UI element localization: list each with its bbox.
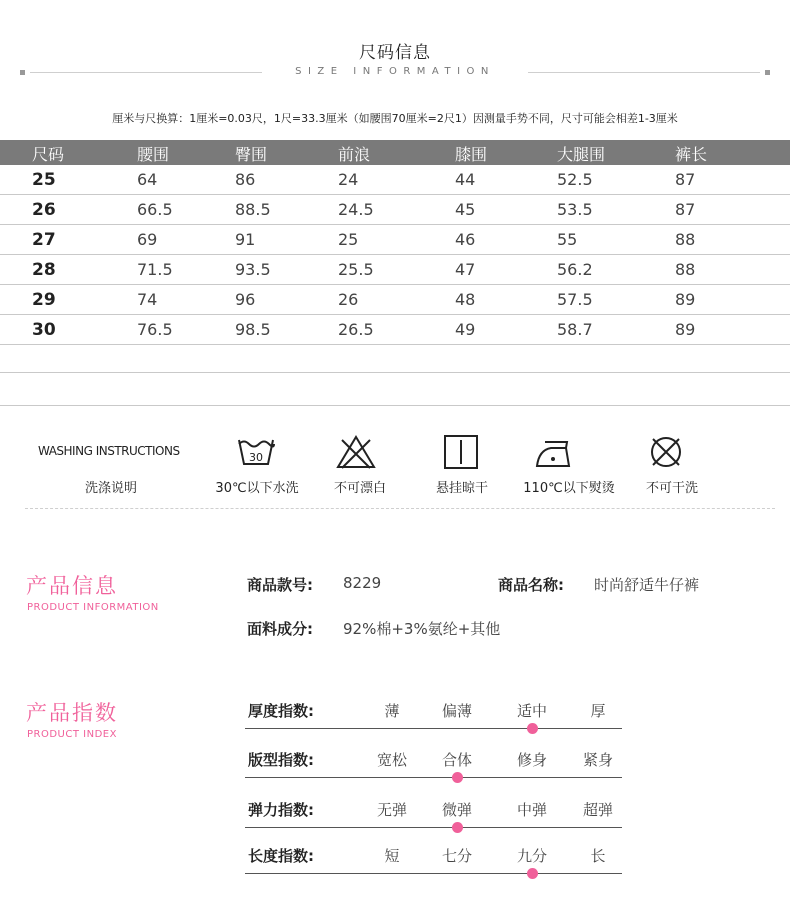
table-cell: 69	[137, 230, 158, 249]
index-option: 超弹	[582, 801, 613, 819]
table-cell-size: 29	[32, 290, 56, 310]
size-info-subtitle: SIZE INFORMATION	[295, 66, 495, 77]
table-cell: 88.5	[235, 200, 271, 219]
table-cell: 26.5	[338, 320, 374, 339]
index-scale-line	[245, 728, 622, 729]
table-cell: 87	[675, 200, 696, 219]
product-index-subtitle: PRODUCT INDEX	[27, 729, 117, 740]
table-cell-size: 28	[32, 260, 56, 280]
subtitle-right-dot	[765, 70, 770, 75]
table-cell: 87	[675, 170, 696, 189]
index-option: 中弹	[516, 801, 547, 819]
table-cell: 25.5	[338, 260, 374, 279]
table-cell: 57.5	[557, 290, 593, 309]
index-option: 七分	[441, 847, 472, 865]
index-selected-marker	[527, 723, 538, 734]
index-scale-line	[245, 827, 622, 828]
table-cell-size: 25	[32, 170, 56, 190]
index-option: 微弹	[441, 801, 472, 819]
table-cell: 98.5	[235, 320, 271, 339]
table-row	[0, 315, 790, 345]
index-option: 适中	[516, 702, 547, 720]
wash-label: 110℃以下熨烫	[523, 481, 615, 496]
table-row	[0, 195, 790, 225]
table-cell: 93.5	[235, 260, 271, 279]
table-row	[0, 285, 790, 315]
table-cell: 46	[455, 230, 476, 249]
index-option: 合体	[441, 751, 472, 769]
table-cell: 55	[557, 230, 578, 249]
table-cell: 48	[455, 290, 476, 309]
table-cell: 96	[235, 290, 256, 309]
table-cell: 52.5	[557, 170, 593, 189]
product-index-title: 产品指数	[26, 701, 118, 725]
index-option: 紧身	[582, 751, 613, 769]
style-number-label: 商品款号:	[247, 576, 313, 594]
index-option: 修身	[516, 751, 547, 769]
washing-title-en: WASHING INSTRUCTIONS	[38, 444, 180, 458]
table-cell: 76.5	[137, 320, 173, 339]
product-name-value: 时尚舒适牛仔裤	[594, 576, 700, 594]
header-cell: 大腿围	[557, 145, 606, 164]
table-cell: 24	[338, 170, 359, 189]
header-cell: 前浪	[338, 145, 371, 164]
table-cell: 71.5	[137, 260, 173, 279]
table-cell-size: 26	[32, 200, 56, 220]
index-option: 长	[590, 847, 606, 865]
index-option: 短	[384, 847, 400, 865]
no-bleach-icon	[336, 432, 376, 472]
header-cell: 膝围	[455, 145, 488, 164]
iron-icon	[533, 432, 573, 472]
index-selected-marker	[452, 772, 463, 783]
index-scale-line	[245, 873, 622, 874]
index-label: 厚度指数:	[248, 702, 314, 720]
table-cell: 47	[455, 260, 476, 279]
table-cell: 66.5	[137, 200, 173, 219]
table-row	[0, 225, 790, 255]
index-label: 长度指数:	[248, 847, 314, 865]
size-table	[0, 140, 790, 373]
index-scale-line	[245, 777, 622, 778]
table-empty-row	[0, 345, 790, 373]
table-cell: 88	[675, 260, 696, 279]
table-cell-size: 27	[32, 230, 56, 250]
table-cell: 44	[455, 170, 476, 189]
table-cell: 53.5	[557, 200, 593, 219]
table-cell: 91	[235, 230, 256, 249]
product-info-title: 产品信息	[26, 574, 118, 598]
no-dry-clean-icon	[646, 432, 686, 472]
index-selected-marker	[452, 822, 463, 833]
wash-temperature: 30	[249, 451, 263, 464]
table-row	[0, 165, 790, 195]
header-cell: 尺码	[32, 145, 65, 164]
index-option: 偏薄	[441, 702, 472, 720]
washing-title-cn: 洗涤说明	[85, 481, 138, 496]
wash-label: 30℃以下水洗	[215, 481, 299, 496]
table-cell: 58.7	[557, 320, 593, 339]
style-number-value: 8229	[343, 574, 382, 592]
index-option: 厚	[590, 702, 606, 720]
fabric-label: 面料成分:	[247, 620, 313, 638]
washing-dashed-divider	[25, 508, 775, 509]
wash-label: 不可漂白	[333, 481, 386, 496]
index-option: 九分	[516, 847, 547, 865]
table-cell: 26	[338, 290, 359, 309]
table-cell: 49	[455, 320, 476, 339]
wash-label: 悬挂晾干	[435, 481, 488, 496]
table-cell: 89	[675, 320, 696, 339]
index-label: 弹力指数:	[248, 801, 314, 819]
table-row	[0, 255, 790, 285]
table-cell: 45	[455, 200, 476, 219]
size-info-title: 尺码信息	[359, 43, 431, 63]
table-cell: 74	[137, 290, 158, 309]
table-cell-size: 30	[32, 320, 56, 340]
hang-dry-icon	[442, 432, 482, 472]
size-info-subtitle-row	[20, 66, 770, 82]
index-option: 薄	[384, 702, 400, 720]
header-cell: 腰围	[137, 145, 170, 164]
size-table-header	[0, 140, 790, 165]
index-option: 无弹	[376, 801, 407, 819]
conversion-note: 厘米与尺换算：1厘米=0.03尺，1尺=33.3厘米（如腰围70厘米=2尺1）因测量手势不同，尺寸可能会相差1-3厘米	[112, 112, 678, 125]
index-option: 宽松	[376, 751, 407, 769]
wash-tub-30-icon	[236, 432, 276, 472]
section-divider	[0, 405, 790, 406]
table-cell: 86	[235, 170, 256, 189]
product-info-subtitle: PRODUCT INFORMATION	[27, 602, 159, 613]
header-cell: 裤长	[675, 145, 708, 164]
table-cell: 56.2	[557, 260, 593, 279]
index-label: 版型指数:	[248, 751, 314, 769]
subtitle-right-line	[528, 72, 760, 73]
index-selected-marker	[527, 868, 538, 879]
fabric-value: 92%棉+3%氨纶+其他	[343, 620, 501, 638]
table-cell: 64	[137, 170, 158, 189]
table-cell: 24.5	[338, 200, 374, 219]
table-cell: 88	[675, 230, 696, 249]
table-cell: 89	[675, 290, 696, 309]
header-cell: 臀围	[235, 145, 268, 164]
wash-label: 不可干洗	[645, 481, 698, 496]
table-cell: 25	[338, 230, 359, 249]
product-name-label: 商品名称:	[498, 576, 564, 594]
